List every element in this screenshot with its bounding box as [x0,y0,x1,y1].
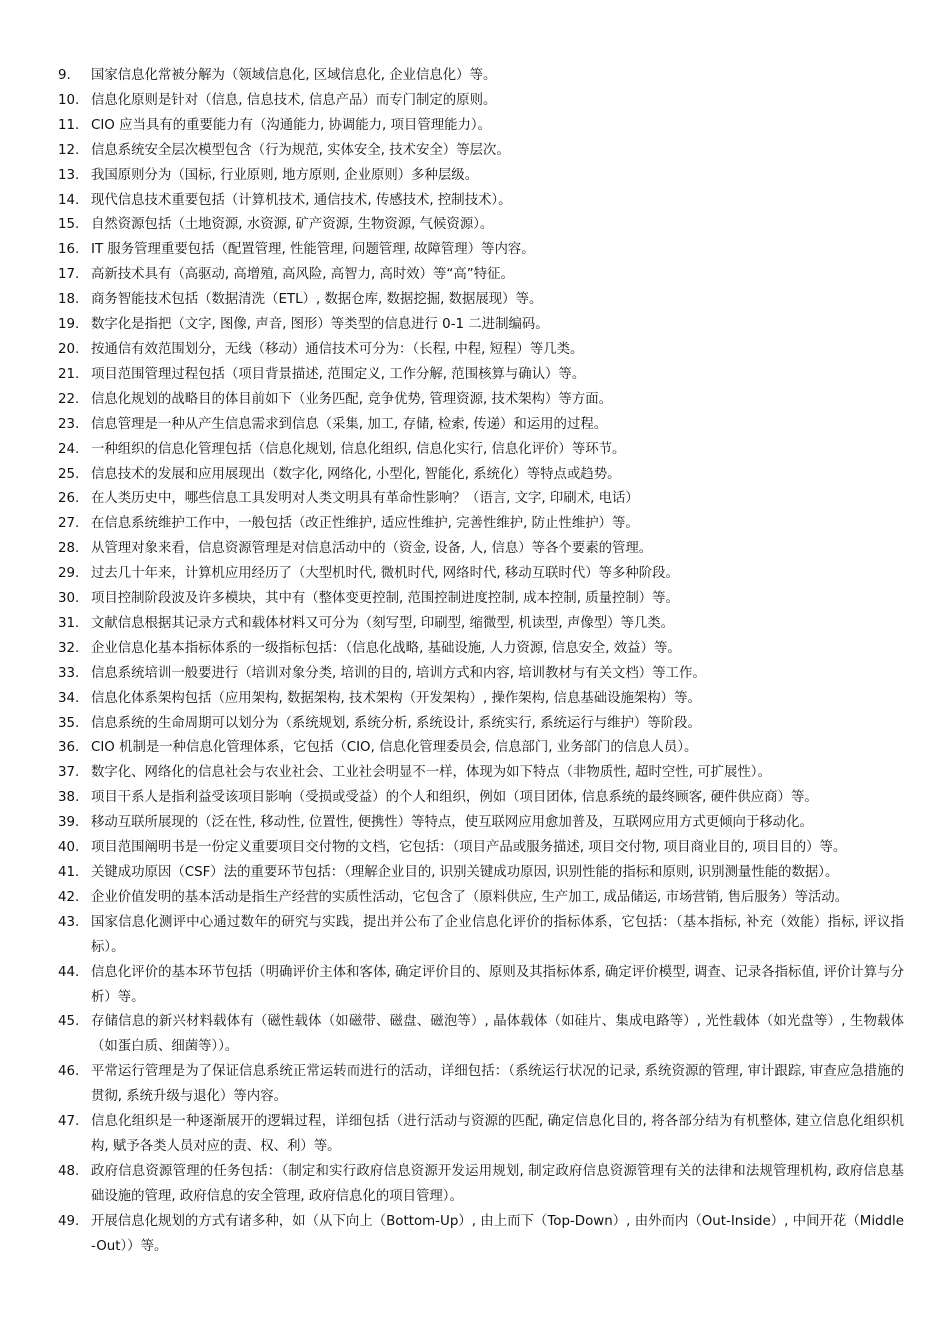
item-number: 35. [58,715,80,731]
item-text: 在人类历史中，哪些信息工具发明对人类文明具有革命性影响？（语言, 文字, 印刷术, 电话） [91,491,639,507]
list-item [0,338,950,363]
list-item [0,463,950,488]
item-text: 商务智能技术包括（数据清洗（ETL）, 数据仓库, 数据挖掘, 数据展现）等。 [91,292,543,308]
item-text: 信息化原则是针对（信息, 信息技术, 信息产品）而专门制定的原则。 [91,92,497,108]
item-text: CIO 机制是一种信息化管理体系，它包括（CIO, 信息化管理委员会, 信息部门, 业务部门的信息人员）。 [91,740,698,756]
item-number: 38. [58,790,80,806]
item-number: 26. [58,491,80,507]
item-text: 项目范围阐明书是一份定义重要项目交付物的文档，它包括：（项目产品或服务描述, 项目交付物, 项目商业目的, 项目目的）等。 [91,840,847,856]
item-number: 16. [58,242,80,258]
item-number: 39. [58,815,80,831]
item-number: 46. [58,1064,80,1080]
item-number: 42. [58,889,80,905]
item-number: 18. [58,292,80,308]
item-text: 国家信息化常被分解为（领域信息化, 区域信息化, 企业信息化）等。 [91,68,497,83]
item-text: 企业信息化基本指标体系的一级指标包括：（信息化战略, 基础设施, 人力资源, 信息安全, 效益）等。 [91,640,681,656]
item-text: IT 服务管理重要包括（配置管理, 性能管理, 问题管理, 故障管理）等内容。 [91,242,535,258]
item-text: 文献信息根据其记录方式和载体材料又可分为（刻写型, 印刷型, 缩微型, 机读型, 声像型）等几类。 [91,615,675,631]
item-text: 政府信息资源管理的任务包括：（制定和实行政府信息资源开发运用规划, 制定政府信息资源管理有关的法律和法规管理机构, 政府信息基础设施的管理, 政府信息的安全管理, 政府信息化的项目管理）。 [91,1163,904,1204]
item-number: 21. [58,366,80,382]
item-number: 49. [58,1213,80,1229]
item-number: 13. [58,167,80,183]
item-number: 36. [58,740,80,756]
list-item [0,861,950,886]
item-number: 37. [58,765,80,781]
list-item [0,662,950,687]
list-item [0,139,950,164]
item-number: 28. [58,541,80,557]
item-text: 自然资源包括（土地资源, 水资源, 矿产资源, 生物资源, 气候资源）。 [91,217,494,233]
item-text: 信息管理是一种从产生信息需求到信息（采集, 加工, 存储, 检索, 传递）和运用的过程。 [91,416,608,432]
list-item [0,388,950,413]
item-text: 过去几十年来，计算机应用经历了（大型机时代, 微机时代, 网络时代, 移动互联时代）等多种阶段。 [91,566,679,582]
list-item [0,836,950,861]
list-item [0,438,950,463]
list-item [0,363,950,388]
list-item [0,736,950,761]
item-number: 48. [58,1163,80,1179]
item-number: 44. [58,964,80,980]
list-item [0,238,950,263]
item-number: 24. [58,441,80,457]
item-text: 项目干系人是指利益受该项目影响（受损或受益）的个人和组织，例如（项目团体, 信息系统的最终顾客, 硬件供应商）等。 [91,790,818,806]
item-number: 32. [58,640,80,656]
item-number: 22. [58,391,80,407]
item-text: 信息系统安全层次模型包含（行为规范, 实体安全, 技术安全）等层次。 [91,142,510,158]
item-text: 现代信息技术重要包括（计算机技术, 通信技术, 传感技术, 控制技术）。 [91,192,512,208]
list-item [0,786,950,811]
item-text: 关键成功原因（CSF）法的重要环节包括：（理解企业目的, 识别关键成功原因, 识别性能的指标和原则, 识别测量性能的数据）。 [91,865,839,880]
item-number: 43. [58,914,80,930]
item-text: 项目范围管理过程包括（项目背景描述, 范围定义, 工作分解, 范围核算与确认）等。 [91,366,586,382]
list-item [0,313,950,338]
list-item [0,288,950,313]
list-item [0,811,950,836]
item-text: 一种组织的信息化管理包括（信息化规划, 信息化组织, 信息化实行, 信息化评价）等环节。 [91,441,626,457]
item-number: 47. [58,1114,80,1130]
list-item [0,537,950,562]
list-item [0,263,950,288]
list-item [0,487,950,512]
item-text: 信息化评价的基本环节包括（明确评价主体和客体, 确定评价目的、原则及其指标体系, 确定评价模型, 调查、记录各指标值, 评价计算与分析）等。 [91,964,904,1005]
item-text: 高新技术具有（高驱动, 高增殖, 高风险, 高智力, 高时效）等“高”特征。 [91,267,514,283]
item-text: 项目控制阶段波及许多模块，其中有（整体变更控制, 范围控制进度控制, 成本控制, 质量控制）等。 [91,591,679,607]
item-text: 移动互联所展现的（泛在性, 移动性, 位置性, 便携性）等特点，使互联网应用愈加普及，互联网应用方式更倾向于移动化。 [91,815,813,831]
item-number: 12. [58,142,80,158]
list-item [0,189,950,214]
item-text: 在信息系统维护工作中，一般包括（改正性维护, 适应性维护, 完善性维护, 防止性维护）等。 [91,516,639,532]
item-number: 33. [58,665,80,681]
list-item [0,89,950,114]
item-text: 信息化组织是一种逐渐展开的逻辑过程，详细包括（进行活动与资源的匹配, 确定信息化目的, 将各部分结为有机整体, 建立信息化组织机构, 赋予各类人员对应的责、权、利）等。 [91,1114,904,1154]
item-number: 40. [58,840,80,856]
item-text: 存储信息的新兴材料载体有（磁性载体（如磁带、磁盘、磁泡等）, 晶体载体（如硅片、集成电路等）, 光性载体（如光盘等）, 生物载体（如蛋白质、细菌等））。 [91,1014,904,1055]
list-item [0,637,950,662]
item-number: 23. [58,416,80,432]
list-item [0,413,950,438]
item-number: 34. [58,690,80,706]
list-item [0,911,950,961]
list-item [0,114,950,139]
list-item [0,1060,950,1110]
list-item [0,64,950,89]
item-number: 10. [58,92,80,108]
item-text: 从管理对象来看，信息资源管理是对信息活动中的（资金, 设备, 人, 信息）等各个要素的管理。 [91,541,653,557]
item-number: 29. [58,566,80,582]
item-number: 17. [58,267,80,283]
item-number: 19. [58,317,80,333]
item-number: 9. [58,68,71,83]
item-number: 11. [58,117,80,133]
item-number: 31. [58,615,80,631]
item-number: 30. [58,591,80,607]
item-text: 我国原则分为（国标, 行业原则, 地方原则, 企业原则）多种层级。 [91,167,479,183]
item-text: 信息系统培训一般要进行（培训对象分类, 培训的目的, 培训方式和内容, 培训教材与有关文档）等工作。 [91,665,706,681]
item-number: 14. [58,192,80,208]
item-number: 25. [58,466,80,482]
item-text: 数字化、网络化的信息社会与农业社会、工业社会明显不一样，体现为如下特点（非物质性, 超时空性, 可扩展性）。 [91,765,771,781]
item-number: 45. [58,1014,80,1030]
item-text: CIO 应当具有的重要能力有（沟通能力, 协调能力, 项目管理能力）。 [91,117,491,133]
item-number: 41. [58,865,80,880]
list-item [0,612,950,637]
item-text: 信息系统的生命周期可以划分为（系统规划, 系统分析, 系统设计, 系统实行, 系统运行与维护）等阶段。 [91,715,701,731]
item-text: 信息化规划的战略目的体目前如下（业务匹配, 竞争优势, 管理资源, 技术架构）等方面。 [91,391,612,407]
item-text: 国家信息化测评中心通过数年的研究与实践，提出并公布了企业信息化评价的指标体系，它包括：（基本指标, 补充（效能）指标, 评议指标）。 [91,914,904,955]
document-page [0,64,950,1260]
list-item [0,587,950,612]
item-text: 开展信息化规划的方式有诸多种，如（从下向上（Bottom-Up）, 由上而下（Top-Down）, 由外而内（Out-Inside）, 中间开花（Middle-Out））等。 [91,1213,904,1254]
list-item [0,1210,950,1260]
item-text: 信息技术的发展和应用展现出（数字化, 网络化, 小型化, 智能化, 系统化）等特点或趋势。 [91,466,621,482]
item-text: 按通信有效范围划分，无线（移动）通信技术可分为：（长程, 中程, 短程）等几类。 [91,341,584,357]
list-item [0,512,950,537]
list-item [0,562,950,587]
item-number: 20. [58,341,80,357]
list-item [0,1160,950,1210]
item-text: 数字化是指把（文字, 图像, 声音, 图形）等类型的信息进行 0-1 二进制编码。 [91,317,549,333]
list-item [0,712,950,737]
list-item [0,687,950,712]
item-text: 企业价值发明的基本活动是指生产经营的实质性活动，它包含了（原料供应, 生产加工, 成品储运, 市场营销, 售后服务）等活动。 [91,889,849,905]
list-item [0,1010,950,1060]
item-text: 信息化体系架构包括（应用架构, 数据架构, 技术架构（开发架构）, 操作架构, 信息基础设施架构）等。 [91,690,701,706]
list-item [0,164,950,189]
list-item [0,761,950,786]
list-item [0,886,950,911]
list-item [0,1110,950,1160]
item-number: 15. [58,217,80,233]
list-item [0,213,950,238]
item-number: 27. [58,516,80,532]
item-text: 平常运行管理是为了保证信息系统正常运转而进行的活动，详细包括：（系统运行状况的记录, 系统资源的管理, 审计跟踪, 审查应急措施的贯彻, 系统升级与退化）等内容。 [91,1064,904,1105]
list-item [0,961,950,1011]
